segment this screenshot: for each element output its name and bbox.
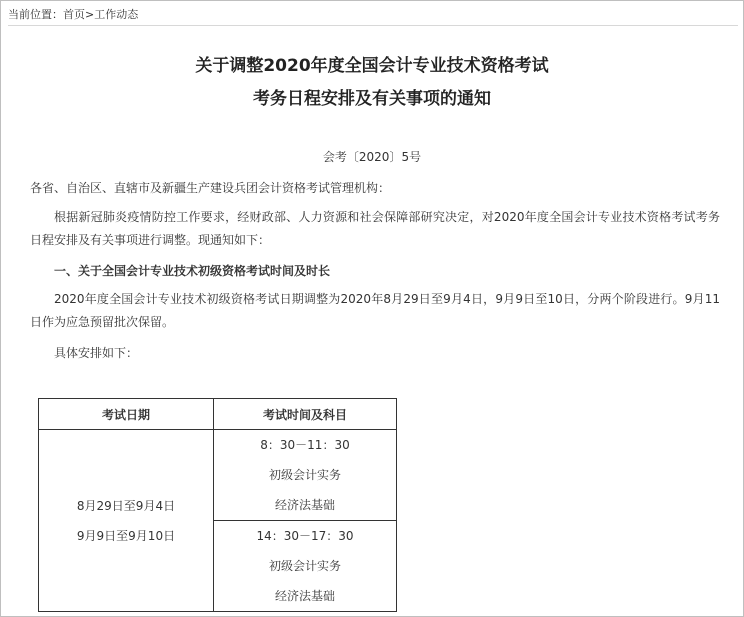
section-heading: 一、关于全国会计专业技术初级资格考试时间及时长 [54,264,331,278]
session-subject: 经济法基础 [274,589,335,603]
addressee-paragraph: 各省、自治区、直辖市及新疆生产建设兵团会计资格考试管理机构： [30,181,391,195]
header-time-subject: 考试时间及科目 [214,399,397,430]
session-time: 14：30－17：30 [256,529,354,543]
session-subject: 初级会计实务 [268,559,341,573]
schedule-intro-paragraph: 具体安排如下： [54,346,139,360]
table-header-row [39,399,397,430]
date-range-1: 8月29日至9月4日 [76,498,176,513]
afternoon-session-cell [214,521,397,612]
page-title-line2: 考务日程安排及有关事项的通知 [253,89,491,109]
breadcrumb-home-link[interactable]: 首页 [63,8,85,21]
session-time: 8：30－11：30 [260,438,350,452]
intro-paragraph: 根据新冠肺炎疫情防控工作要求，经财政部、人力资源和社会保障部研究决定，对2020年度全国会计专业技术资格考试考务日程安排及有关事项进行调整。现通知如下： [30,210,720,247]
session-subject: 经济法基础 [274,498,335,512]
breadcrumb [8,7,138,23]
date-range-2: 9月9日至9月10日 [76,528,176,543]
page-title-line1: 关于调整2020年度全国会计专业技术资格考试 [195,56,549,76]
header-exam-date: 考试日期 [39,399,214,430]
exam-date-cell [39,430,214,612]
breadcrumb-current-link[interactable]: 工作动态 [94,8,139,21]
document-number: 会考〔2020〕5号 [322,150,422,164]
morning-session-cell [214,430,397,521]
schedule-table [38,398,397,612]
exam-dates-paragraph: 2020年度全国会计专业技术初级资格考试日期调整为2020年8月29日至9月4日，9月9日至10日，分两个阶段进行。9月11日作为应急预留批次保留。 [30,292,720,329]
breadcrumb-divider [8,25,738,26]
breadcrumb-separator: > [85,8,95,21]
table-row [39,430,397,521]
session-subject: 初级会计实务 [268,468,341,482]
breadcrumb-prefix: 当前位置： [8,8,63,21]
